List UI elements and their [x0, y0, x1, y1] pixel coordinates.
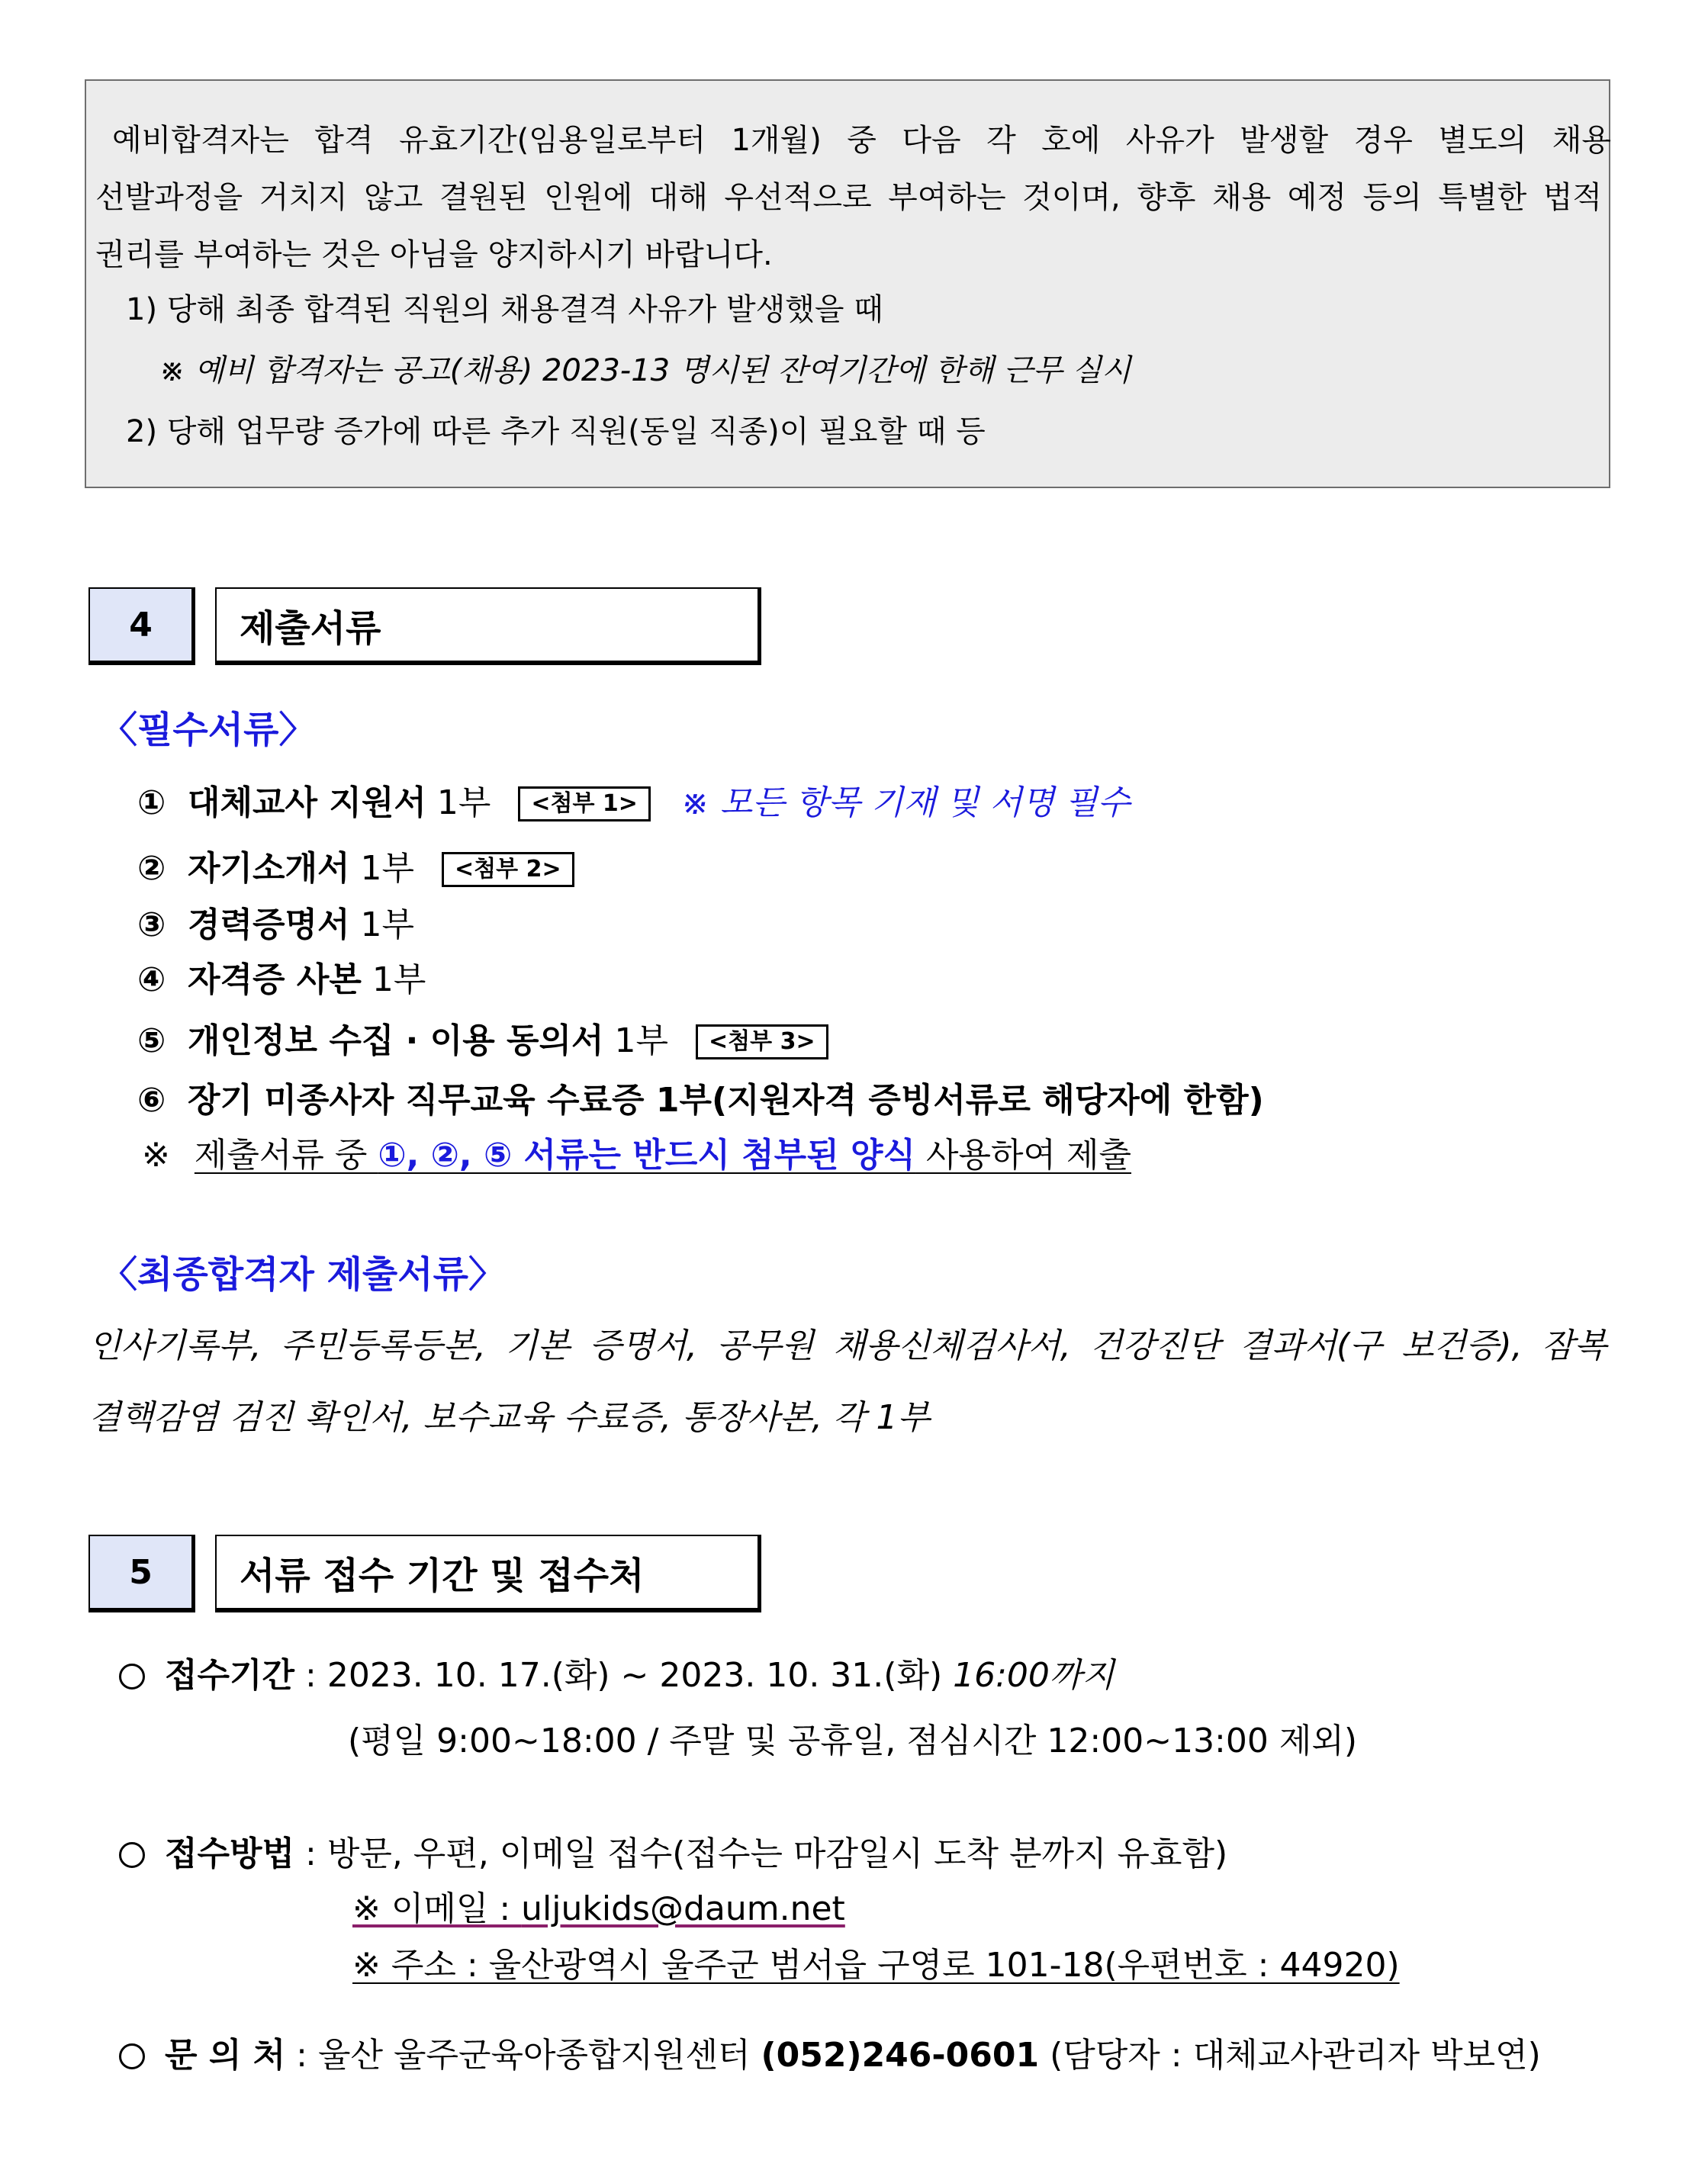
- section-5-title: 서류 접수 기간 및 접수처: [215, 1535, 761, 1612]
- contact-post: (담당자 : 대체교사관리자 박보연): [1039, 2036, 1541, 2075]
- receipt-method: [119, 1826, 1227, 1875]
- receipt-period: [119, 1648, 1115, 1696]
- notice-item-2: 2) 당해 업무량 증가에 따른 추가 직원(동일 직종)이 필요할 때 등: [126, 414, 986, 449]
- circle-bullet-icon: [119, 1842, 145, 1868]
- item-qty: 1부: [436, 783, 491, 822]
- item-number: ④: [137, 960, 166, 999]
- method-label: 접수방법: [165, 1834, 295, 1873]
- address-line: ※ 주소 : 울산광역시 울주군 범서읍 구영로 101-18(우편번호 : 44920): [352, 1946, 1400, 1985]
- notice-box: [85, 79, 1610, 488]
- circle-bullet-icon: [119, 1664, 145, 1690]
- item-name: 자기소개서: [188, 849, 350, 888]
- item-note: ※ 모든 항목 기재 및 서명 필수: [680, 783, 1131, 822]
- final-docs-line-2: 결핵감염 검진 확인서, 보수교육 수료증, 통장사본, 각 1부: [88, 1398, 930, 1437]
- required-item-3: [137, 897, 414, 946]
- item-number: ⑥: [137, 1081, 166, 1120]
- attachment-tag: <첨부 1>: [518, 786, 651, 821]
- period-note: (평일 9:00~18:00 / 주말 및 공휴일, 점심시간 12:00~13:00 제외): [348, 1722, 1358, 1760]
- notice-line-1: 예비합격자는 합격 유효기간(임용일로부터 1개월) 중 다음 각 호에 사유가 발생할 경우 별도의 채용: [112, 123, 1611, 158]
- method-value: : 방문, 우편, 이메일 접수(접수는 마감일시 도착 분까지 유효함): [305, 1834, 1228, 1873]
- item-qty: 1부: [372, 960, 426, 999]
- notice-item-1: 1) 당해 최종 합격된 직원의 채용결격 사유가 발생했을 때: [126, 292, 883, 327]
- contact-phone: (052)246-0601: [761, 2036, 1040, 2075]
- email-link[interactable]: uljukids@daum.net: [521, 1889, 845, 1928]
- item-number: ①: [137, 783, 166, 822]
- contact-label: 문 의 처: [165, 2036, 286, 2075]
- section-4-number: 4: [88, 587, 195, 665]
- item-qty: 1부: [360, 849, 415, 888]
- footnote-mark: ※: [142, 1136, 170, 1175]
- footnote-text: 제출서류 중 ①, ②, ⑤ 서류는 반드시 첨부된 양식 사용하여 제출: [194, 1136, 1132, 1175]
- circle-bullet-icon: [119, 2043, 145, 2069]
- attachment-tag: <첨부 2>: [442, 852, 574, 887]
- item-name: 개인정보 수집 · 이용 동의서: [188, 1021, 604, 1060]
- section-4-title: 제출서류: [215, 587, 761, 665]
- notice-line-2: 선발과정을 거치지 않고 결원된 인원에 대해 우선적으로 부여하는 것이며, 향후 채용 예정 등의 특별한 법적: [95, 180, 1602, 215]
- final-docs-line-1: 인사기록부, 주민등록등본, 기본 증명서, 공무원 채용신체검사서, 건강진단 결과서(구 보건증), 잠복: [88, 1326, 1607, 1365]
- item-name: 자격증 사본: [188, 960, 362, 999]
- notice-item-1-note: ※ 예비 합격자는 공고(채용) 2023-13 명시된 잔여기간에 한해 근무 실시: [159, 353, 1131, 388]
- item-number: ③: [137, 905, 166, 944]
- item-number: ②: [137, 849, 166, 888]
- item-qty: 1부: [614, 1021, 669, 1060]
- required-item-5: [137, 1013, 828, 1062]
- item-qty: 1부: [360, 905, 415, 944]
- required-item-4: [137, 952, 426, 1001]
- email-line: [352, 1881, 845, 1930]
- required-item-1: [137, 775, 1130, 824]
- required-item-6: [137, 1072, 1264, 1121]
- item-number: ⑤: [137, 1021, 166, 1060]
- submission-footnote: [142, 1127, 1131, 1176]
- notice-line-3: 권리를 부여하는 것은 아님을 양지하시기 바랍니다.: [95, 237, 773, 272]
- final-docs-heading: 〈최종합격자 제출서류〉: [101, 1253, 506, 1296]
- required-docs-heading: 〈필수서류〉: [101, 709, 316, 751]
- period-value: : 2023. 10. 17.(화) ~ 2023. 10. 31.(화): [305, 1656, 954, 1695]
- period-label: 접수기간: [165, 1656, 295, 1695]
- period-deadline: 16:00까지: [953, 1656, 1115, 1695]
- contact-pre: : 울산 울주군육아종합지원센터: [296, 2036, 761, 2075]
- section-5-number: 5: [88, 1535, 195, 1612]
- email-label: ※ 이메일 :: [352, 1889, 522, 1928]
- item-name: 대체교사 지원서: [188, 783, 426, 822]
- item-name: 경력증명서: [188, 905, 350, 944]
- item-name: 장기 미종사자 직무교육 수료증 1부(지원자격 증빙서류로 해당자에 한함): [188, 1081, 1264, 1120]
- attachment-tag: <첨부 3>: [696, 1024, 828, 1059]
- contact-line: [119, 2027, 1541, 2076]
- required-item-2: [137, 841, 574, 889]
- footnote-emphasis: ①, ②, ⑤ 서류는 반드시 첨부된 양식: [378, 1136, 916, 1175]
